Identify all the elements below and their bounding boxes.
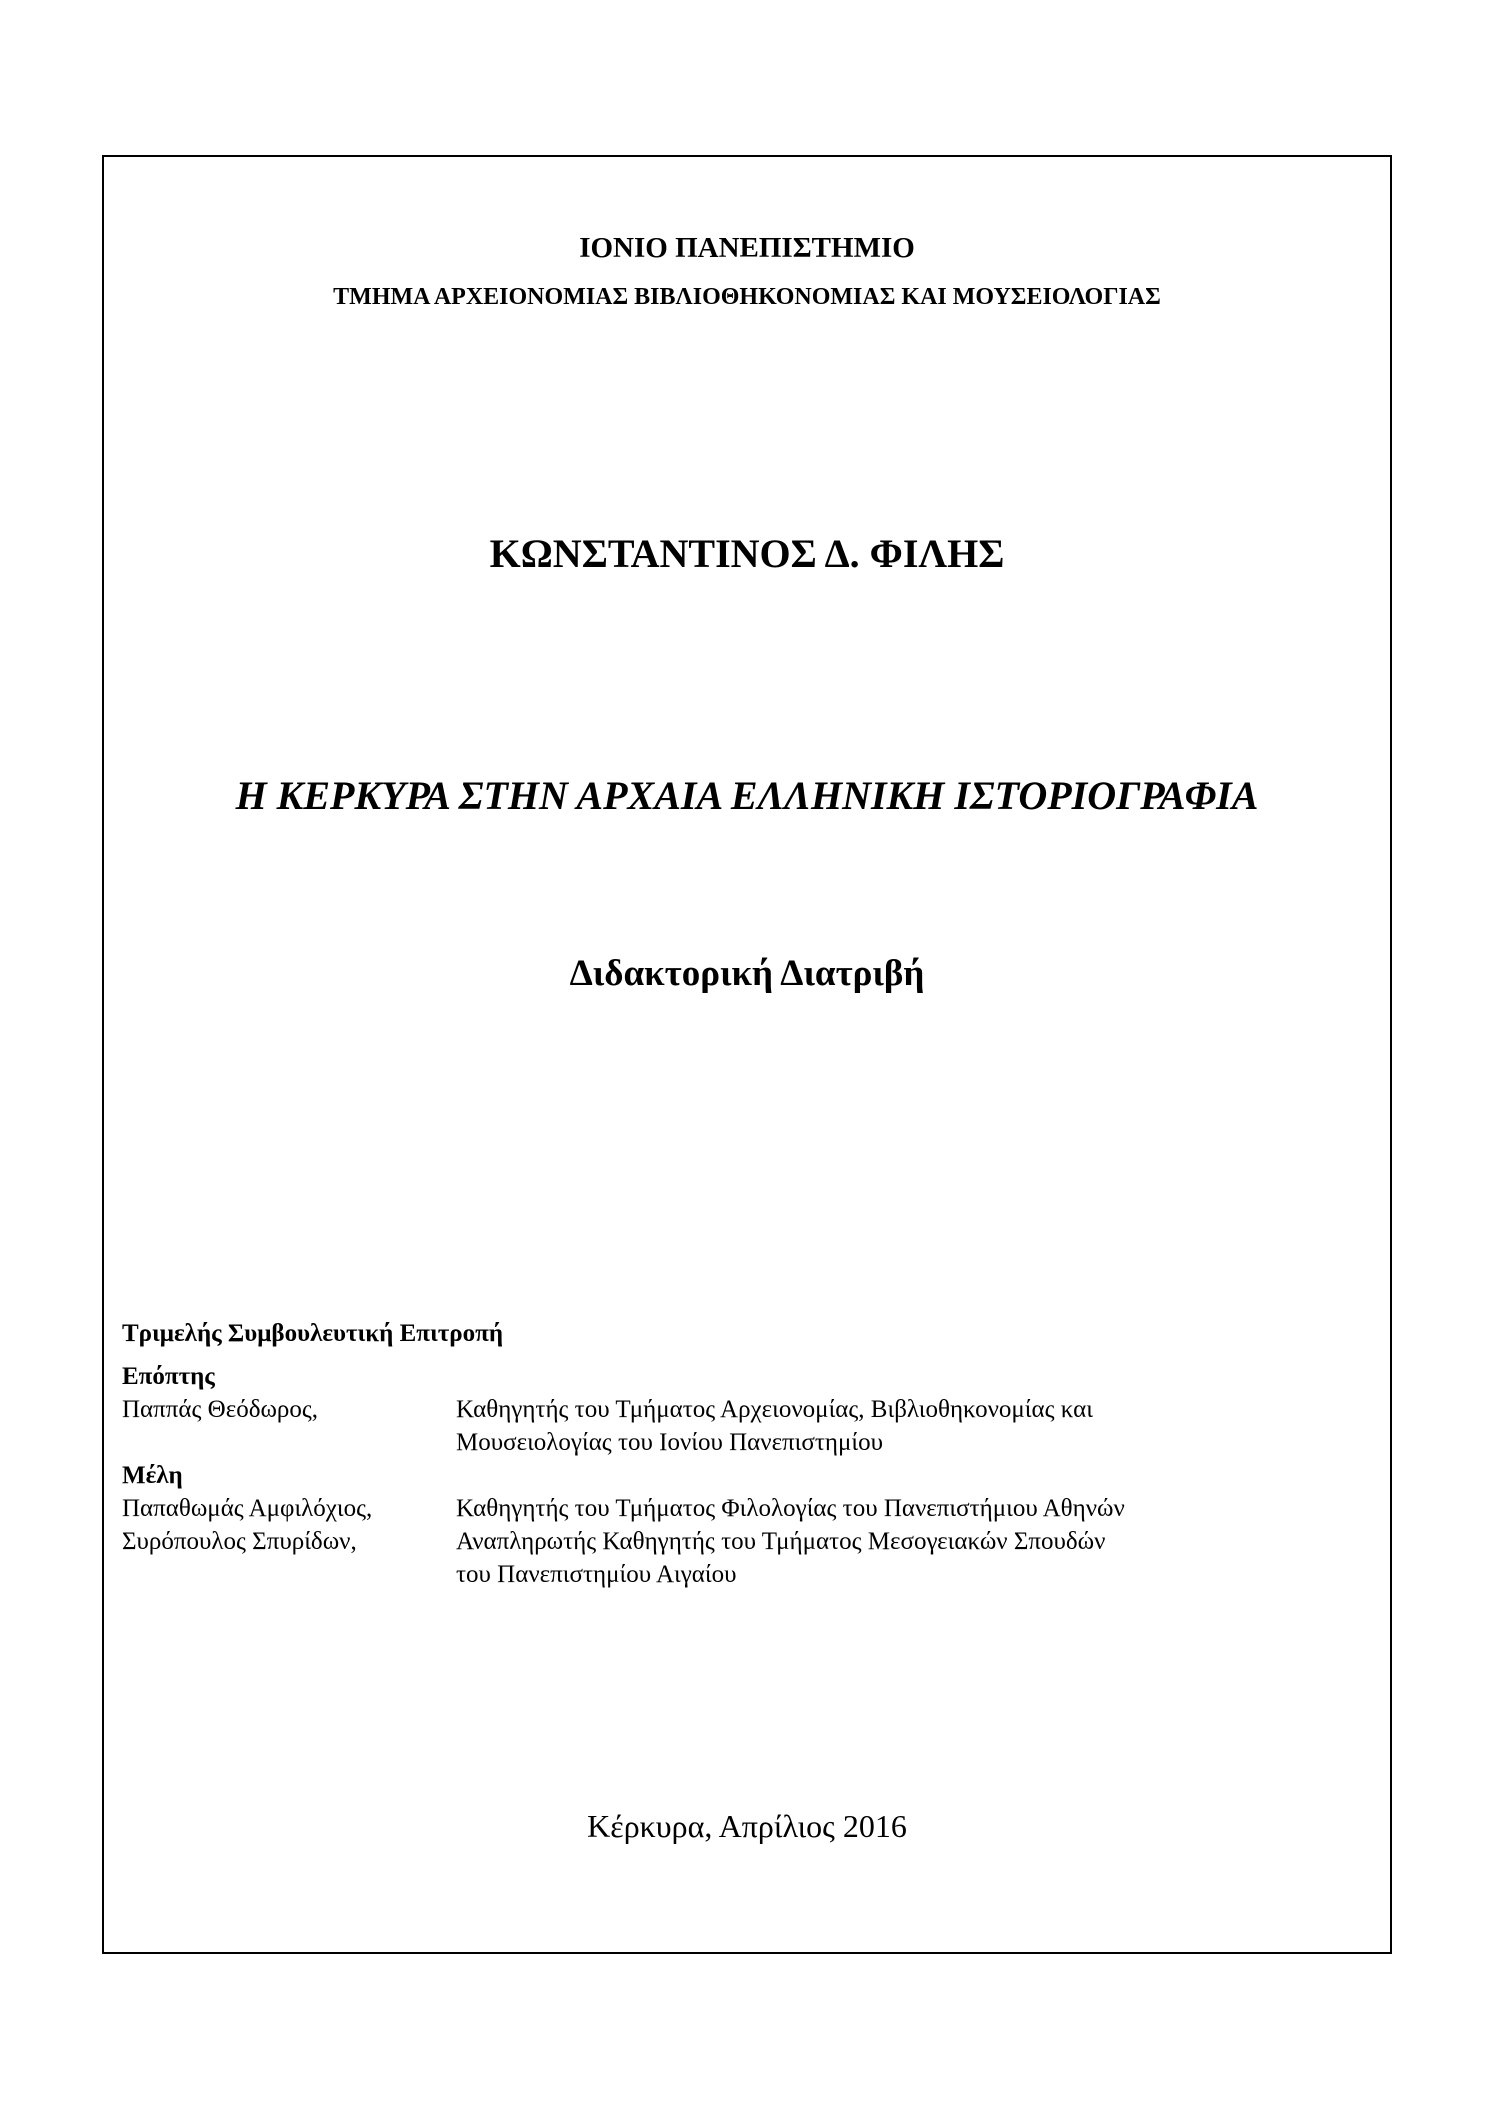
supervisor-label: Επόπτης bbox=[122, 1363, 215, 1390]
member-name: Συρόπουλος Σπυρίδων, bbox=[122, 1528, 357, 1555]
member-description-line: Καθηγητής του Τμήματος Φιλολογίας του Πανεπιστήμιου Αθηνών bbox=[456, 1495, 1125, 1522]
place-and-date: Κέρκυρα, Απρίλιος 2016 bbox=[587, 1808, 907, 1844]
member-row bbox=[122, 1525, 1362, 1591]
thesis-type: Διδακτορική Διατριβή bbox=[569, 953, 925, 994]
university-name: ΙΟΝΙΟ ΠΑΝΕΠΙΣΤΗΜΙΟ bbox=[579, 232, 915, 264]
member-name: Παπαθωμάς Αμφιλόχιος, bbox=[122, 1495, 373, 1522]
committee-heading: Τριμελής Συμβουλευτική Επιτροπή bbox=[122, 1320, 504, 1347]
members-label: Μέλη bbox=[122, 1462, 183, 1489]
supervisor-name: Παππάς Θεόδωρος, bbox=[122, 1396, 319, 1423]
member-row bbox=[122, 1492, 1362, 1525]
supervisor-row bbox=[122, 1393, 1362, 1459]
supervisor-description-line: Καθηγητής του Τμήματος Αρχειονομίας, Βιβλιοθηκονομίας και bbox=[456, 1396, 1093, 1423]
advisory-committee bbox=[122, 1317, 1362, 1591]
member-description-line: του Πανεπιστημίου Αιγαίου bbox=[456, 1561, 737, 1588]
member-description bbox=[456, 1492, 1362, 1525]
member-description-line: Αναπληρωτής Καθηγητής του Τμήματος Μεσογειακών Σπουδών bbox=[456, 1528, 1106, 1555]
department-name: ΤΜΗΜΑ ΑΡΧΕΙΟΝΟΜΙΑΣ ΒΙΒΛΙΟΘΗΚΟΝΟΜΙΑΣ ΚΑΙ ΜΟΥΣΕΙΟΛΟΓΙΑΣ bbox=[333, 284, 1161, 310]
member-description bbox=[456, 1525, 1362, 1591]
page-border bbox=[102, 155, 1392, 1954]
supervisor-description bbox=[456, 1393, 1362, 1459]
thesis-title: Η ΚΕΡΚΥΡΑ ΣΤΗΝ ΑΡΧΑΙΑ ΕΛΛΗΝΙΚΗ ΙΣΤΟΡΙΟΓΡΑΦΙΑ bbox=[235, 773, 1259, 818]
author-name: ΚΩΝΣΤΑΝΤΙΝΟΣ Δ. ΦΙΛΗΣ bbox=[489, 531, 1005, 576]
supervisor-description-line: Μουσειολογίας του Ιονίου Πανεπιστημίου bbox=[456, 1429, 884, 1456]
